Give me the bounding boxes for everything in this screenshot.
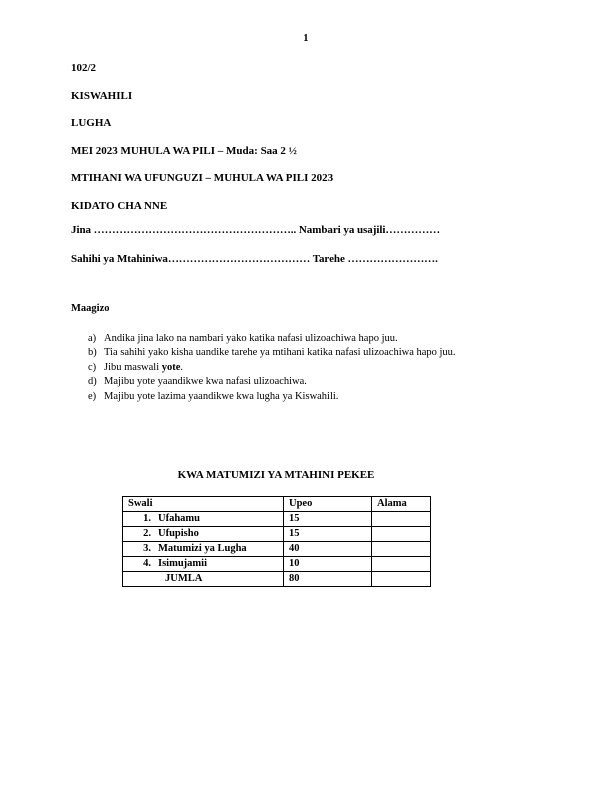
heading-subject: KISWAHILI [71,89,133,102]
question-cell [123,527,284,542]
instruction-marker: e) [88,390,97,402]
awarded-score-cell[interactable] [372,557,431,572]
max-score-cell: 10 [284,557,372,572]
instructions-title: Maagizo [71,303,110,314]
candidate-details-block [71,225,541,282]
awarded-score-cell[interactable] [372,527,431,542]
instruction-text: Andika jina lako na nambari yako katika nafasi ulizoachiwa hapo juu. [104,332,398,344]
instruction-text-after: . [180,361,184,373]
question-number: 4. [143,558,151,569]
page-number: 1 [303,33,309,44]
max-score-cell: 15 [284,527,372,542]
question-name: Matumizi ya Lugha [158,543,247,554]
heading-exam-title: MTIHANI WA UFUNGUZI – MUHULA WA PILI 2023 [71,172,334,184]
name-and-index-field-line[interactable]: Jina ……………………………………………….. Nambari ya usajili…………… [71,224,441,236]
instruction-marker: d) [88,376,97,388]
column-header-alama: Alama [372,497,431,512]
table-total-row [123,572,431,587]
question-number: 1. [143,513,151,524]
instruction-text-before: Jibu maswali [104,361,162,373]
instructions-section [71,304,541,404]
column-header-swali: Swali [123,497,284,512]
total-awarded-score-cell[interactable] [372,572,431,587]
signature-and-date-field-line[interactable]: Sahihi ya Mtahiniwa………………………………… Tarehe ……………………. [71,252,438,265]
question-name: Isimujamii [158,558,208,569]
total-max-score-cell: 80 [284,572,372,587]
total-label: JUMLA [165,573,203,584]
score-table [122,496,431,587]
instructions-list [71,332,541,405]
column-header-upeo: Upeo [284,497,372,512]
instruction-text: Majibu yote lazima yaandikwe kwa lugha ya Kiswahili. [104,390,339,402]
heading-form-level: KIDATO CHA NNE [71,199,168,212]
heading-paper-code: 102/2 [71,62,97,74]
question-cell [123,557,284,572]
question-number: 2. [143,528,151,539]
instruction-item-b [71,346,541,361]
table-row [123,557,431,572]
instruction-item-c [71,361,541,376]
table-row [123,527,431,542]
awarded-score-cell[interactable] [372,542,431,557]
instruction-marker: b) [88,347,97,359]
instruction-marker: a) [88,332,97,344]
score-table-title: KWA MATUMIZI YA MTAHINI PEKEE [177,469,375,481]
question-name: Ufahamu [158,513,201,524]
instruction-text: Tia sahihi yako kisha uandike tarehe ya mtihani katika nafasi ulizoachiwa hapo juu. [104,347,456,359]
table-row [123,542,431,557]
max-score-cell: 15 [284,512,372,527]
heading-paper-name: LUGHA [71,117,112,129]
instruction-marker: c) [88,361,97,373]
instruction-emphasis: yote [161,361,181,373]
total-label-cell [123,572,284,587]
awarded-score-cell[interactable] [372,512,431,527]
question-cell [123,512,284,527]
question-name: Ufupisho [158,528,199,539]
table-row [123,512,431,527]
instruction-item-e [71,390,541,405]
question-number: 3. [143,543,151,554]
table-header-row [123,497,431,512]
instruction-item-d [71,375,541,390]
exam-heading-block [71,63,541,228]
max-score-cell: 40 [284,542,372,557]
heading-term-and-duration: MEI 2023 MUHULA WA PILI – Muda: Saa 2 ½ [71,144,297,157]
instruction-text: Majibu yote yaandikwe kwa nafasi ulizoachiwa. [104,376,307,388]
instruction-item-a [71,332,541,347]
question-cell [123,542,284,557]
